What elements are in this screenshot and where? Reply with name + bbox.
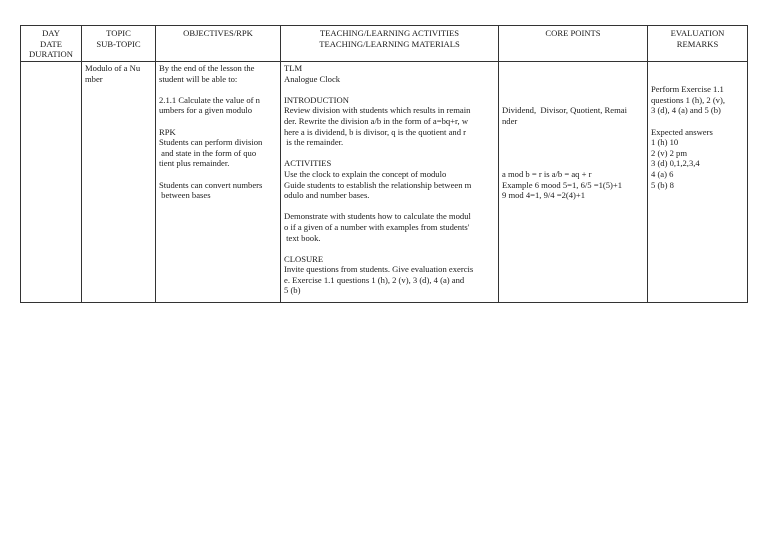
text-line bbox=[284, 84, 495, 95]
text-line: 1 (h) 10 bbox=[651, 137, 679, 148]
text-line: Analogue Clock bbox=[284, 73, 341, 84]
cell-objectives bbox=[156, 62, 281, 303]
text-line: CLOSURE bbox=[284, 253, 324, 264]
text-line: nder bbox=[502, 115, 518, 126]
text-line: Dividend, Divisor, Quotient, Remai bbox=[502, 105, 627, 116]
cell-topic bbox=[82, 62, 156, 303]
header-line: REMARKS bbox=[676, 38, 719, 49]
text-line bbox=[159, 116, 277, 127]
header-topic bbox=[82, 26, 156, 62]
text-line: 3 (d), 4 (a) and 5 (b) bbox=[651, 105, 721, 116]
text-line: tient plus remainder. bbox=[159, 158, 230, 169]
text-line: ACTIVITIES bbox=[284, 158, 332, 169]
text-line: umbers for a given modulo bbox=[159, 105, 253, 116]
cell-core-points bbox=[499, 62, 648, 303]
text-line bbox=[502, 137, 644, 148]
header-line: TEACHING/LEARNING ACTIVITIES bbox=[319, 28, 460, 38]
lesson-plan-table bbox=[20, 25, 748, 303]
text-line: between bases bbox=[159, 190, 211, 201]
header-line: DAY bbox=[42, 28, 60, 38]
text-line: Students can perform division bbox=[159, 137, 263, 148]
text-line: TLM bbox=[284, 63, 303, 73]
text-line: der. Rewrite the division a/b in the form of a=bq+r, w bbox=[284, 115, 469, 126]
text-line: 5 (b) 8 bbox=[651, 179, 674, 190]
header-line: SUB-TOPIC bbox=[96, 38, 141, 49]
lesson-row bbox=[21, 62, 748, 303]
header-line: OBJECTIVES/RPK bbox=[183, 28, 253, 38]
text-line bbox=[159, 84, 277, 95]
header-line: EVALUATION bbox=[670, 28, 725, 38]
text-line bbox=[502, 63, 644, 74]
text-line bbox=[284, 243, 495, 254]
text-line: text book. bbox=[284, 232, 321, 243]
text-line bbox=[284, 201, 495, 212]
text-line: Modulo of a Nu bbox=[85, 63, 141, 73]
text-line: Expected answers bbox=[651, 126, 713, 137]
text-line bbox=[502, 84, 644, 95]
text-line: odulo and number bases. bbox=[284, 190, 370, 201]
text-line: a mod b = r is a/b = aq + r bbox=[502, 168, 592, 179]
header-objectives bbox=[156, 26, 281, 62]
text-line: Example 6 mood 5=1, 6/5 =1(5)+1 bbox=[502, 179, 623, 190]
text-line: Guide students to establish the relationship between m bbox=[284, 179, 472, 190]
text-line: 9 mod 4=1, 9/4 =2(4)+1 bbox=[502, 190, 586, 201]
text-line: is the remainder. bbox=[284, 137, 344, 148]
text-line: and state in the form of quo bbox=[159, 147, 257, 158]
text-line: 5 (b) bbox=[284, 285, 301, 296]
text-line: o if a given of a number with examples from students' bbox=[284, 221, 470, 232]
header-line: DURATION bbox=[29, 49, 73, 60]
text-line: 2 (v) 2 pm bbox=[651, 147, 688, 158]
text-line bbox=[651, 116, 744, 127]
header-line: CORE POINTS bbox=[545, 28, 601, 38]
text-line: 3 (d) 0,1,2,3,4 bbox=[651, 158, 700, 169]
header-day-date-duration bbox=[21, 26, 82, 62]
text-line: here a is dividend, b is divisor, q is the quotient and r bbox=[284, 126, 467, 137]
text-line: Review division with students which results in remain bbox=[284, 105, 471, 116]
text-line: Perform Exercise 1.1 bbox=[651, 84, 724, 95]
text-line: 2.1.1 Calculate the value of n bbox=[159, 94, 260, 105]
header-line: TOPIC bbox=[106, 28, 131, 38]
header-activities bbox=[281, 26, 499, 62]
text-line bbox=[502, 95, 644, 106]
text-line bbox=[651, 74, 744, 85]
header-line: TEACHING/LEARNING MATERIALS bbox=[319, 38, 460, 49]
cell-day bbox=[21, 62, 82, 303]
text-line bbox=[502, 158, 644, 169]
text-line: 4 (a) 6 bbox=[651, 168, 674, 179]
text-line: student will be able to: bbox=[159, 73, 238, 84]
text-line bbox=[502, 74, 644, 85]
text-line: RPK bbox=[159, 126, 176, 137]
text-line: e. Exercise 1.1 questions 1 (h), 2 (v), 3 (d), 4 (a) and bbox=[284, 274, 465, 285]
header-core-points bbox=[499, 26, 648, 62]
text-line: mber bbox=[85, 73, 103, 84]
text-line bbox=[159, 169, 277, 180]
text-line bbox=[502, 127, 644, 138]
text-line: By the end of the lesson the bbox=[159, 63, 255, 73]
text-line: questions 1 (h), 2 (v), bbox=[651, 94, 725, 105]
cell-activities bbox=[281, 62, 499, 303]
text-line bbox=[651, 63, 744, 74]
text-line: Demonstrate with students how to calculate the modul bbox=[284, 211, 471, 222]
text-line: Students can convert numbers bbox=[159, 179, 263, 190]
text-line: INTRODUCTION bbox=[284, 94, 349, 105]
text-line: Invite questions from students. Give evaluation exercis bbox=[284, 264, 474, 275]
text-line: Use the clock to explain the concept of modulo bbox=[284, 168, 447, 179]
header-line: DATE bbox=[40, 38, 62, 49]
header-evaluation bbox=[648, 26, 748, 62]
text-line bbox=[502, 148, 644, 159]
cell-evaluation bbox=[648, 62, 748, 303]
header-row bbox=[21, 26, 748, 62]
text-line bbox=[284, 148, 495, 159]
